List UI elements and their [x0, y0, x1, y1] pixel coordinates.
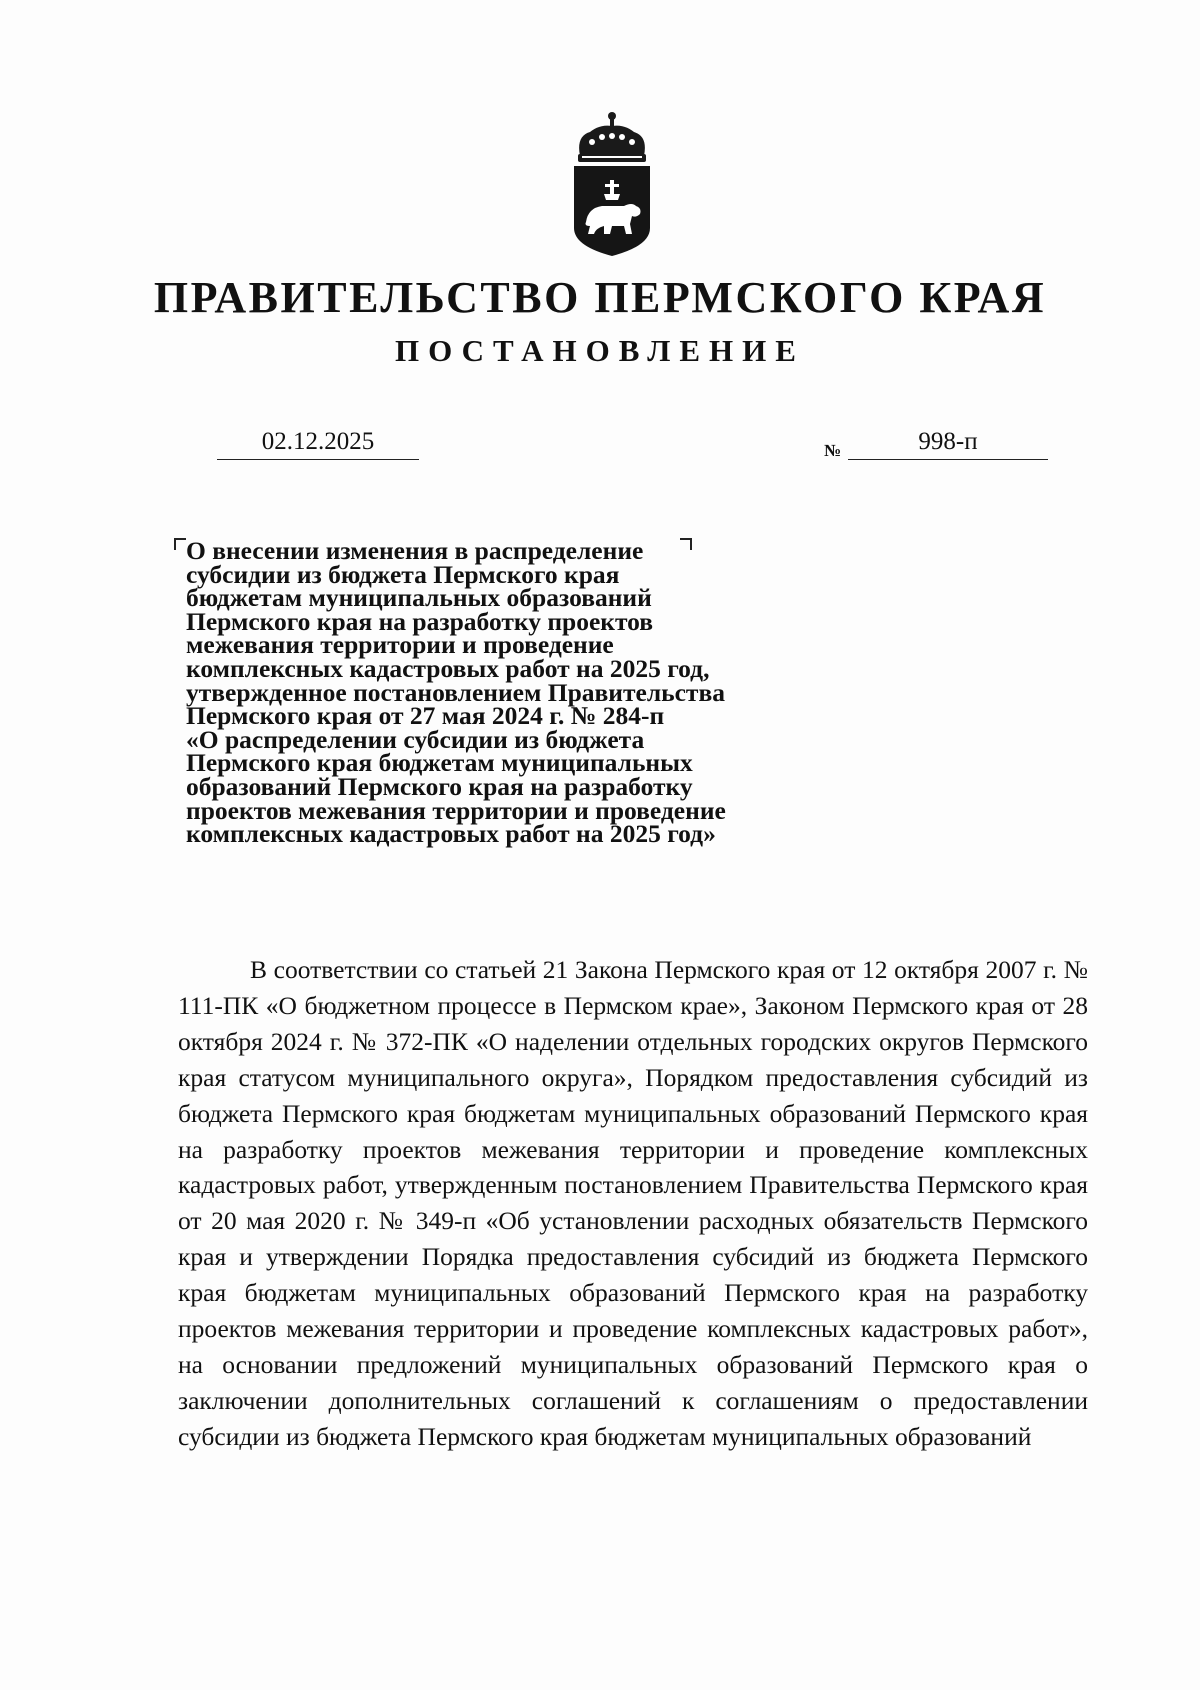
number-sign: № — [824, 441, 842, 460]
subject-line: утвержденное постановлением Правительства — [186, 677, 725, 707]
subject-line: межевания территории и проведение — [186, 630, 614, 660]
government-title: ПРАВИТЕЛЬСТВО ПЕРМСКОГО КРАЯ — [153, 273, 1047, 322]
document-date: 02.12.2025 — [217, 425, 419, 460]
subject-line: комплексных кадастровых работ на 2025 год» — [186, 819, 716, 849]
subject-line: О внесении изменения в распределение — [186, 536, 644, 565]
document-number: 998-п — [848, 425, 1048, 460]
body-paragraph: В соответствии со статьей 21 Закона Пермского края от 12 октября 2007 г. № 111-ПК «О бюджетном процессе в Пермском крае», Законом Пермского края от 28 октября 2024 г. № 372-ПК «О наделении отдельных городских округов Пермского края статусом муниципального округа», Порядком предоставления субсидий из бюджета Пермского края бюджетам муниципальных образований Пермского края на разработку проектов межевания территории и проведение комплексных кадастровых работ, утвержденным постановлением Правительства Пермского края от 20 мая 2020 г. № 349-п «Об установлении расходных обязательств Пермского края и утверждении Порядка предоставления субсидий из бюджета Пермского края бюджетам муниципальных образований Пермского края на разработку проектов межевания территории и проведение комплексных кадастровых работ», на основании предложений муниципальных образований Пермского края о заключении дополнительных соглашений к соглашениям о предоставлении субсидии из бюджета Пермского края бюджетам муниципальных образований — [178, 955, 1088, 1451]
subject-line: «О распределении субсидии из бюджета — [186, 724, 645, 754]
subject-line: комплексных кадастровых работ на 2025 год, — [186, 653, 710, 683]
subject-line: Пермского края от 27 мая 2024 г. № 284-п — [186, 701, 665, 731]
document-type: ПОСТАНОВЛЕНИЕ — [395, 333, 805, 368]
subject-line: субсидии из бюджета Пермского края — [186, 559, 620, 589]
subject-line: образований Пермского края на разработку — [186, 771, 693, 801]
document-subject — [186, 536, 806, 849]
subject-line: проектов межевания территории и проведение — [186, 795, 726, 825]
subject-line: Пермского края бюджетам муниципальных — [186, 748, 693, 778]
subject-bracket-left — [174, 538, 186, 550]
subject-line: Пермского края на разработку проектов — [186, 606, 654, 636]
subject-line: бюджетам муниципальных образований — [186, 583, 652, 613]
perm-krai-coat-of-arms-icon — [566, 110, 658, 258]
